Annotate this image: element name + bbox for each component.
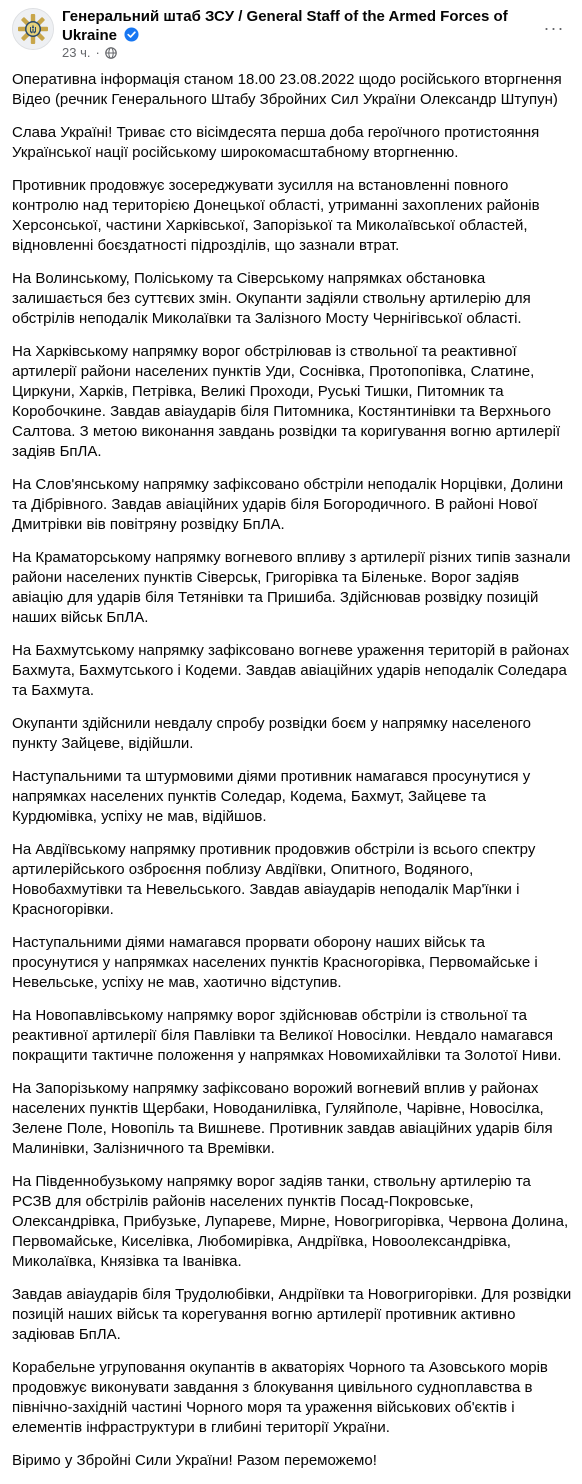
post-paragraph: На Харківському напрямку ворог обстрілював із ствольної та реактивної артилерії райони населених пунктів Уди, Соснівка, Протопопівка, Слатине, Циркуни, Харків, Петрівка, Великі Проходи, Руські Тишки, Питомник та Коробочкине. Завдав авіаударів біля Питомника, Костянтинівки та Верхнього Салтова. З метою виконання завдань розвідки та коригування вогню артилерії задіяв БпЛА. [12,343,561,460]
post-paragraph: Наступальними та штурмовими діями противник намагався просунутися у напрямках населених пунктів Соледар, Кодема, Бахмут, Зайцеве та Курдюмівка, успіху не мав, відійшов. [12,768,531,825]
post-body [12,70,572,1484]
post-paragraph: Слава Україні! Триває сто вісімдесята перша доба героїчного протистояння Української нації російському широкомасштабному вторгненню. [12,124,540,161]
post-paragraph: Оперативна інформація станом 18.00 23.08.2022 щодо російського вторгнення Відео (речник Генерального Штабу Збройних Сил України Олександр Штупун) [12,71,562,108]
post-paragraph: Противник продовжує зосереджувати зусилля на встановленні повного контролю над територією Донецької області, утриманні захоплених районів Херсонської, частини Харківської, Запорізької та Миколаївської областей, відновленні боєздатності підрозділів, що зазнали втрат. [12,177,540,254]
post-paragraph: На Краматорському напрямку вогневого впливу з артилерії різних типів зазнали райони населених пунктів Сіверськ, Григорівка та Біленьке. Ворог задіяв авіацію для ударів біля Тетянівки та Пришиба. Здійснював розвідку позицій наших військ БпЛА. [12,549,571,626]
post-header [0,0,582,72]
verified-badge-icon [124,27,139,42]
post-meta [62,45,117,61]
post-paragraph: На Новопавлівському напрямку ворог здійснював обстріли із ствольної та реактивної артилерії біля Павлівки та Великої Новосілки. Невдало намагався покращити тактичне положення у напрямках Новомихайлівки та Золотої Ниви. [12,1007,562,1064]
post-paragraph: Наступальними діями намагався прорвати оборону наших військ та просунутися у напрямках населених пунктів Красногорівка, Первомайське і Невельське, успіху не мав, хаотично відступив. [12,934,538,991]
page-name[interactable] [62,7,532,45]
post-paragraph: Віримо у Збройні Сили України! Разом переможемо! [12,1452,377,1469]
post-paragraph: На Волинському, Поліському та Сіверському напрямках обстановка залишається без суттєвих змін. Окупанти задіяли ствольну артилерію для обстрілів неподалік Миколаївки та Залізного Мосту Чернігівської області. [12,270,531,327]
general-staff-emblem-icon [13,9,53,49]
post-paragraph: Корабельне угруповання окупантів в акваторіях Чорного та Азовського морів продовжує виконувати завдання з блокування цивільного судноплавства в північно-західній частині Чорного моря та ураження військових об'єктів і елементів інфраструктури в глибині території України. [12,1359,548,1436]
post-paragraph: На Бахмутському напрямку зафіксовано вогневе ураження територій в районах Бахмута, Бахмутського і Кодеми. Завдав авіаційних ударів неподалік Соледара та Бахмута. [12,642,570,699]
post-paragraph: На Запорізькому напрямку зафіксовано ворожий вогневий вплив у районах населених пунктів Щербаки, Новоданилівка, Гуляйполе, Чарівне, Новосілка, Зелене Поле, Новопіль та Вишневе. Противник завдав авіаційних ударів біля Малинівки, Залізничного та Времівки. [12,1080,553,1157]
page-name-text[interactable]: Генеральний штаб ЗСУ / General Staff of the Armed Forces of Ukraine [62,8,508,44]
post-timestamp[interactable]: 23 ч. [62,45,91,60]
more-options-button[interactable] [536,10,572,46]
post-paragraph: На Слов'янському напрямку зафіксовано обстріли неподалік Норцівки, Долини та Дібрівного. Завдав авіаційних ударів біля Богородичного. В районі Нової Дмитрівки вів повітряну розвідку БпЛА. [12,476,564,533]
more-options-icon: ··· [543,17,565,38]
page-avatar[interactable] [12,8,54,50]
post-paragraph: На Авдіївському напрямку противник продовжив обстріли із всього спектру артилерійського озброєння поблизу Авдіївки, Опитного, Водяного, Новобахмутівки та Невельського. Завдав авіаударів неподалік Мар'їнки і Красногорівки. [12,841,536,918]
post-paragraph: Завдав авіаударів біля Трудолюбівки, Андріївки та Новогригорівки. Для розвідки позицій наших військ та корегування вогню артилерії противник активно задіював БпЛА. [12,1286,572,1343]
globe-icon [105,47,117,59]
post-paragraph: Окупанти здійснили невдалу спробу розвідки боєм у напрямку населеного пункту Зайцеве, відійшли. [12,715,531,752]
meta-separator: · [95,45,100,60]
post-paragraph: На Південнобузькому напрямку ворог задіяв танки, ствольну артилерію та РСЗВ для обстрілів районів населених пунктів Посад-Покровське, Олександрівка, Прибузьке, Лупареве, Мирне, Новогригорівка, Червона Долина, Первомайське, Киселівка, Любомирівка, Андріївка, Новоолександрівка, Миколаївка, Князівка та Іванівка. [12,1173,569,1270]
